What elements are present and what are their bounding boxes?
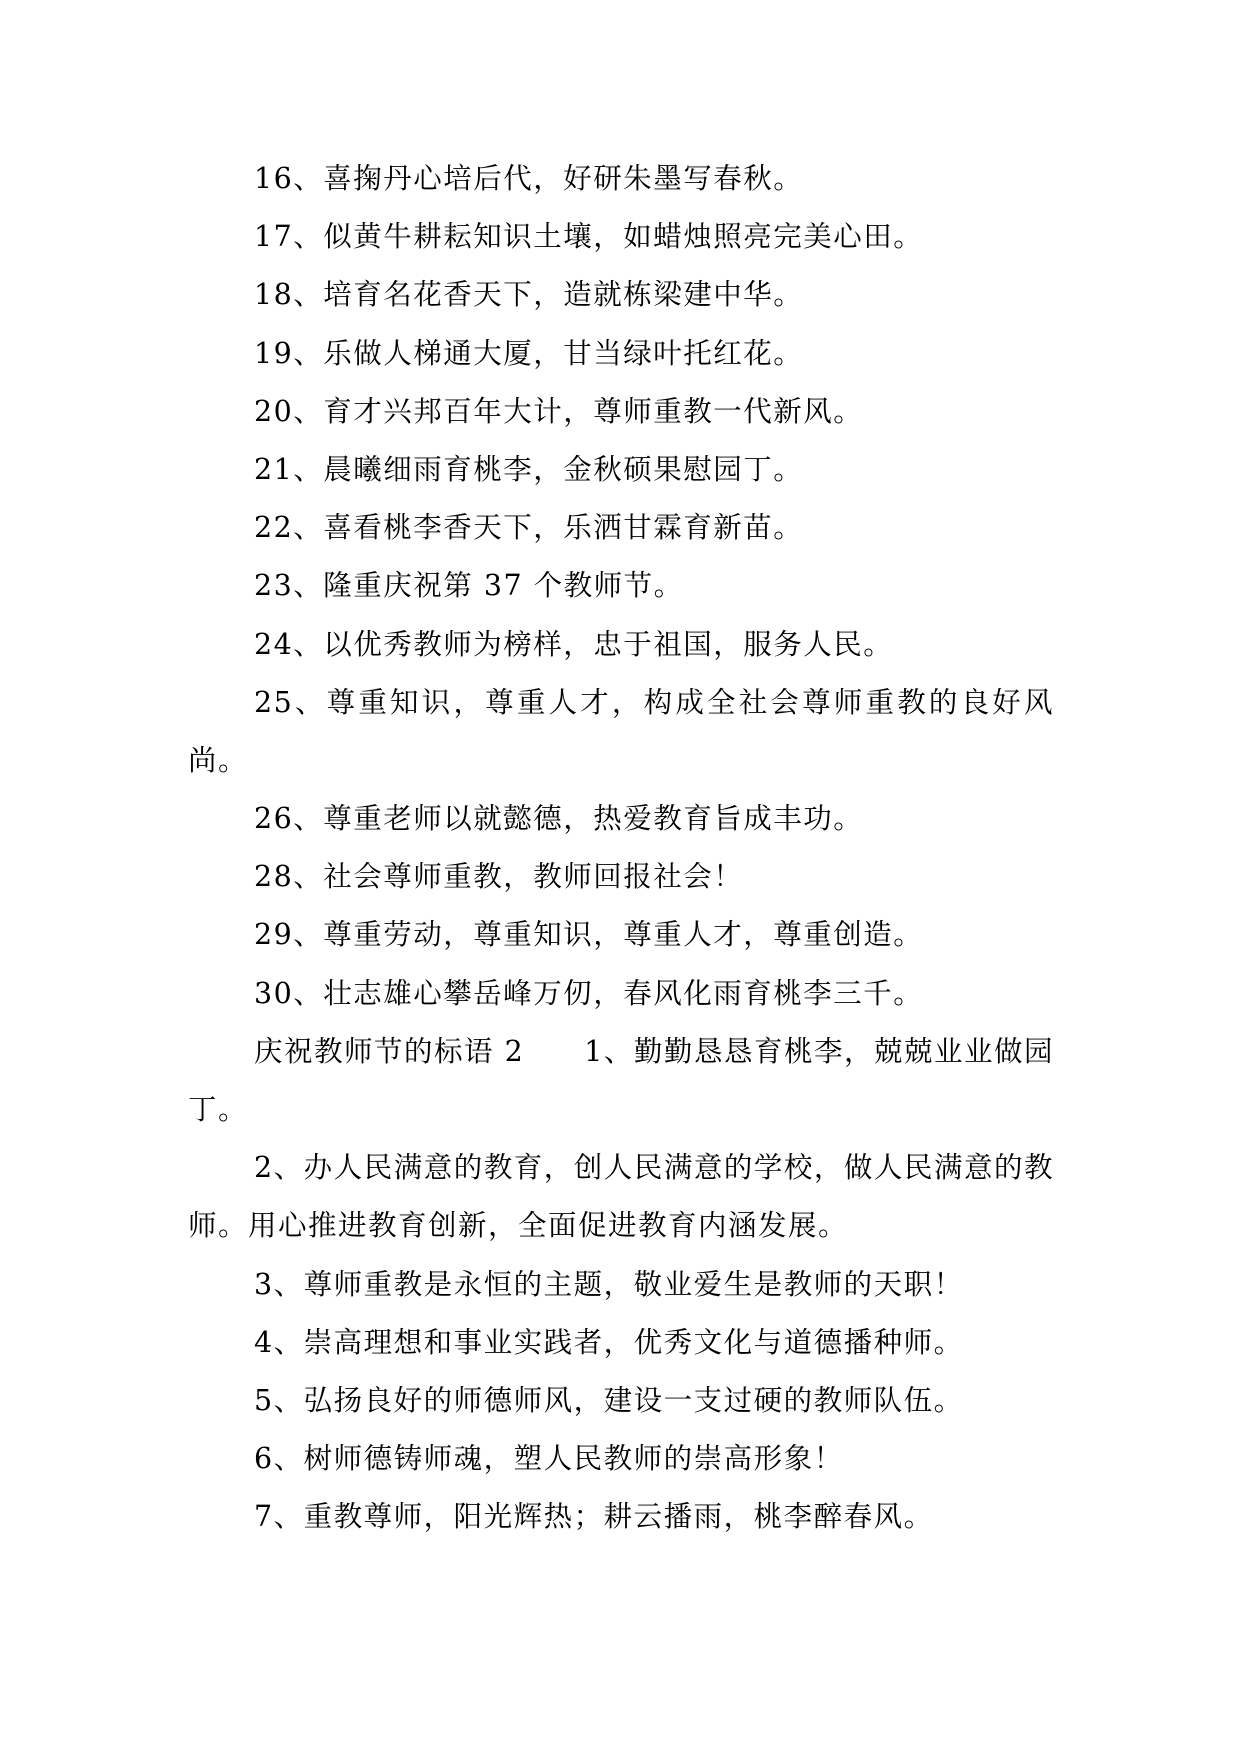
slogan-line: 18、培育名花香天下，造就栋梁建中华。 [254, 278, 804, 312]
slogan-line: 23、隆重庆祝第 37 个教师节。 [254, 569, 684, 603]
slogan-line: 20、育才兴邦百年大计，尊师重教一代新风。 [254, 394, 864, 428]
slogan-paragraph: 2、办人民满意的教育，创人民满意的学校，做人民满意的教师。用心推进教育创新，全面促进教育内涵发展。 [188, 1151, 1054, 1243]
slogan-line: 3、尊师重教是永恒的主题，敬业爱生是教师的天职！ [254, 1267, 964, 1301]
slogan-line: 17、似黄牛耕耘知识土壤，如蜡烛照亮完美心田。 [254, 220, 924, 254]
slogan-line: 5、弘扬良好的师德师风，建设一支过硬的教师队伍。 [254, 1383, 964, 1417]
slogan-line: 19、乐做人梯通大厦，甘当绿叶托红花。 [254, 336, 804, 370]
slogan-line: 22、喜看桃李香天下，乐洒甘霖育新苗。 [254, 511, 804, 545]
slogan-line: 29、尊重劳动，尊重知识，尊重人才，尊重创造。 [254, 918, 924, 952]
slogan-line: 21、晨曦细雨育桃李，金秋硕果慰园丁。 [254, 452, 804, 486]
document-body [188, 150, 1054, 1547]
slogan-line: 28、社会尊师重教，教师回报社会！ [254, 860, 744, 894]
slogan-line: 26、尊重老师以就懿德，热爱教育旨成丰功。 [254, 802, 864, 836]
section-heading-paragraph: 庆祝教师节的标语 2 1、勤勤恳恳育桃李，兢兢业业做园丁。 [188, 1034, 1054, 1127]
slogan-line: 7、重教尊师，阳光辉热；耕云播雨，桃李醉春风。 [254, 1500, 934, 1534]
slogan-paragraph: 25、尊重知识，尊重人才，构成全社会尊师重教的良好风尚。 [188, 685, 1054, 777]
slogan-line: 30、壮志雄心攀岳峰万仞，春风化雨育桃李三千。 [254, 976, 924, 1010]
slogan-line: 24、以优秀教师为榜样，忠于祖国，服务人民。 [254, 627, 894, 661]
slogan-line: 16、喜掬丹心培后代，好研朱墨写春秋。 [254, 162, 804, 195]
slogan-line: 6、树师德铸师魂，塑人民教师的崇高形象！ [254, 1442, 844, 1476]
slogan-line: 4、崇高理想和事业实践者，优秀文化与道德播种师。 [254, 1325, 964, 1359]
